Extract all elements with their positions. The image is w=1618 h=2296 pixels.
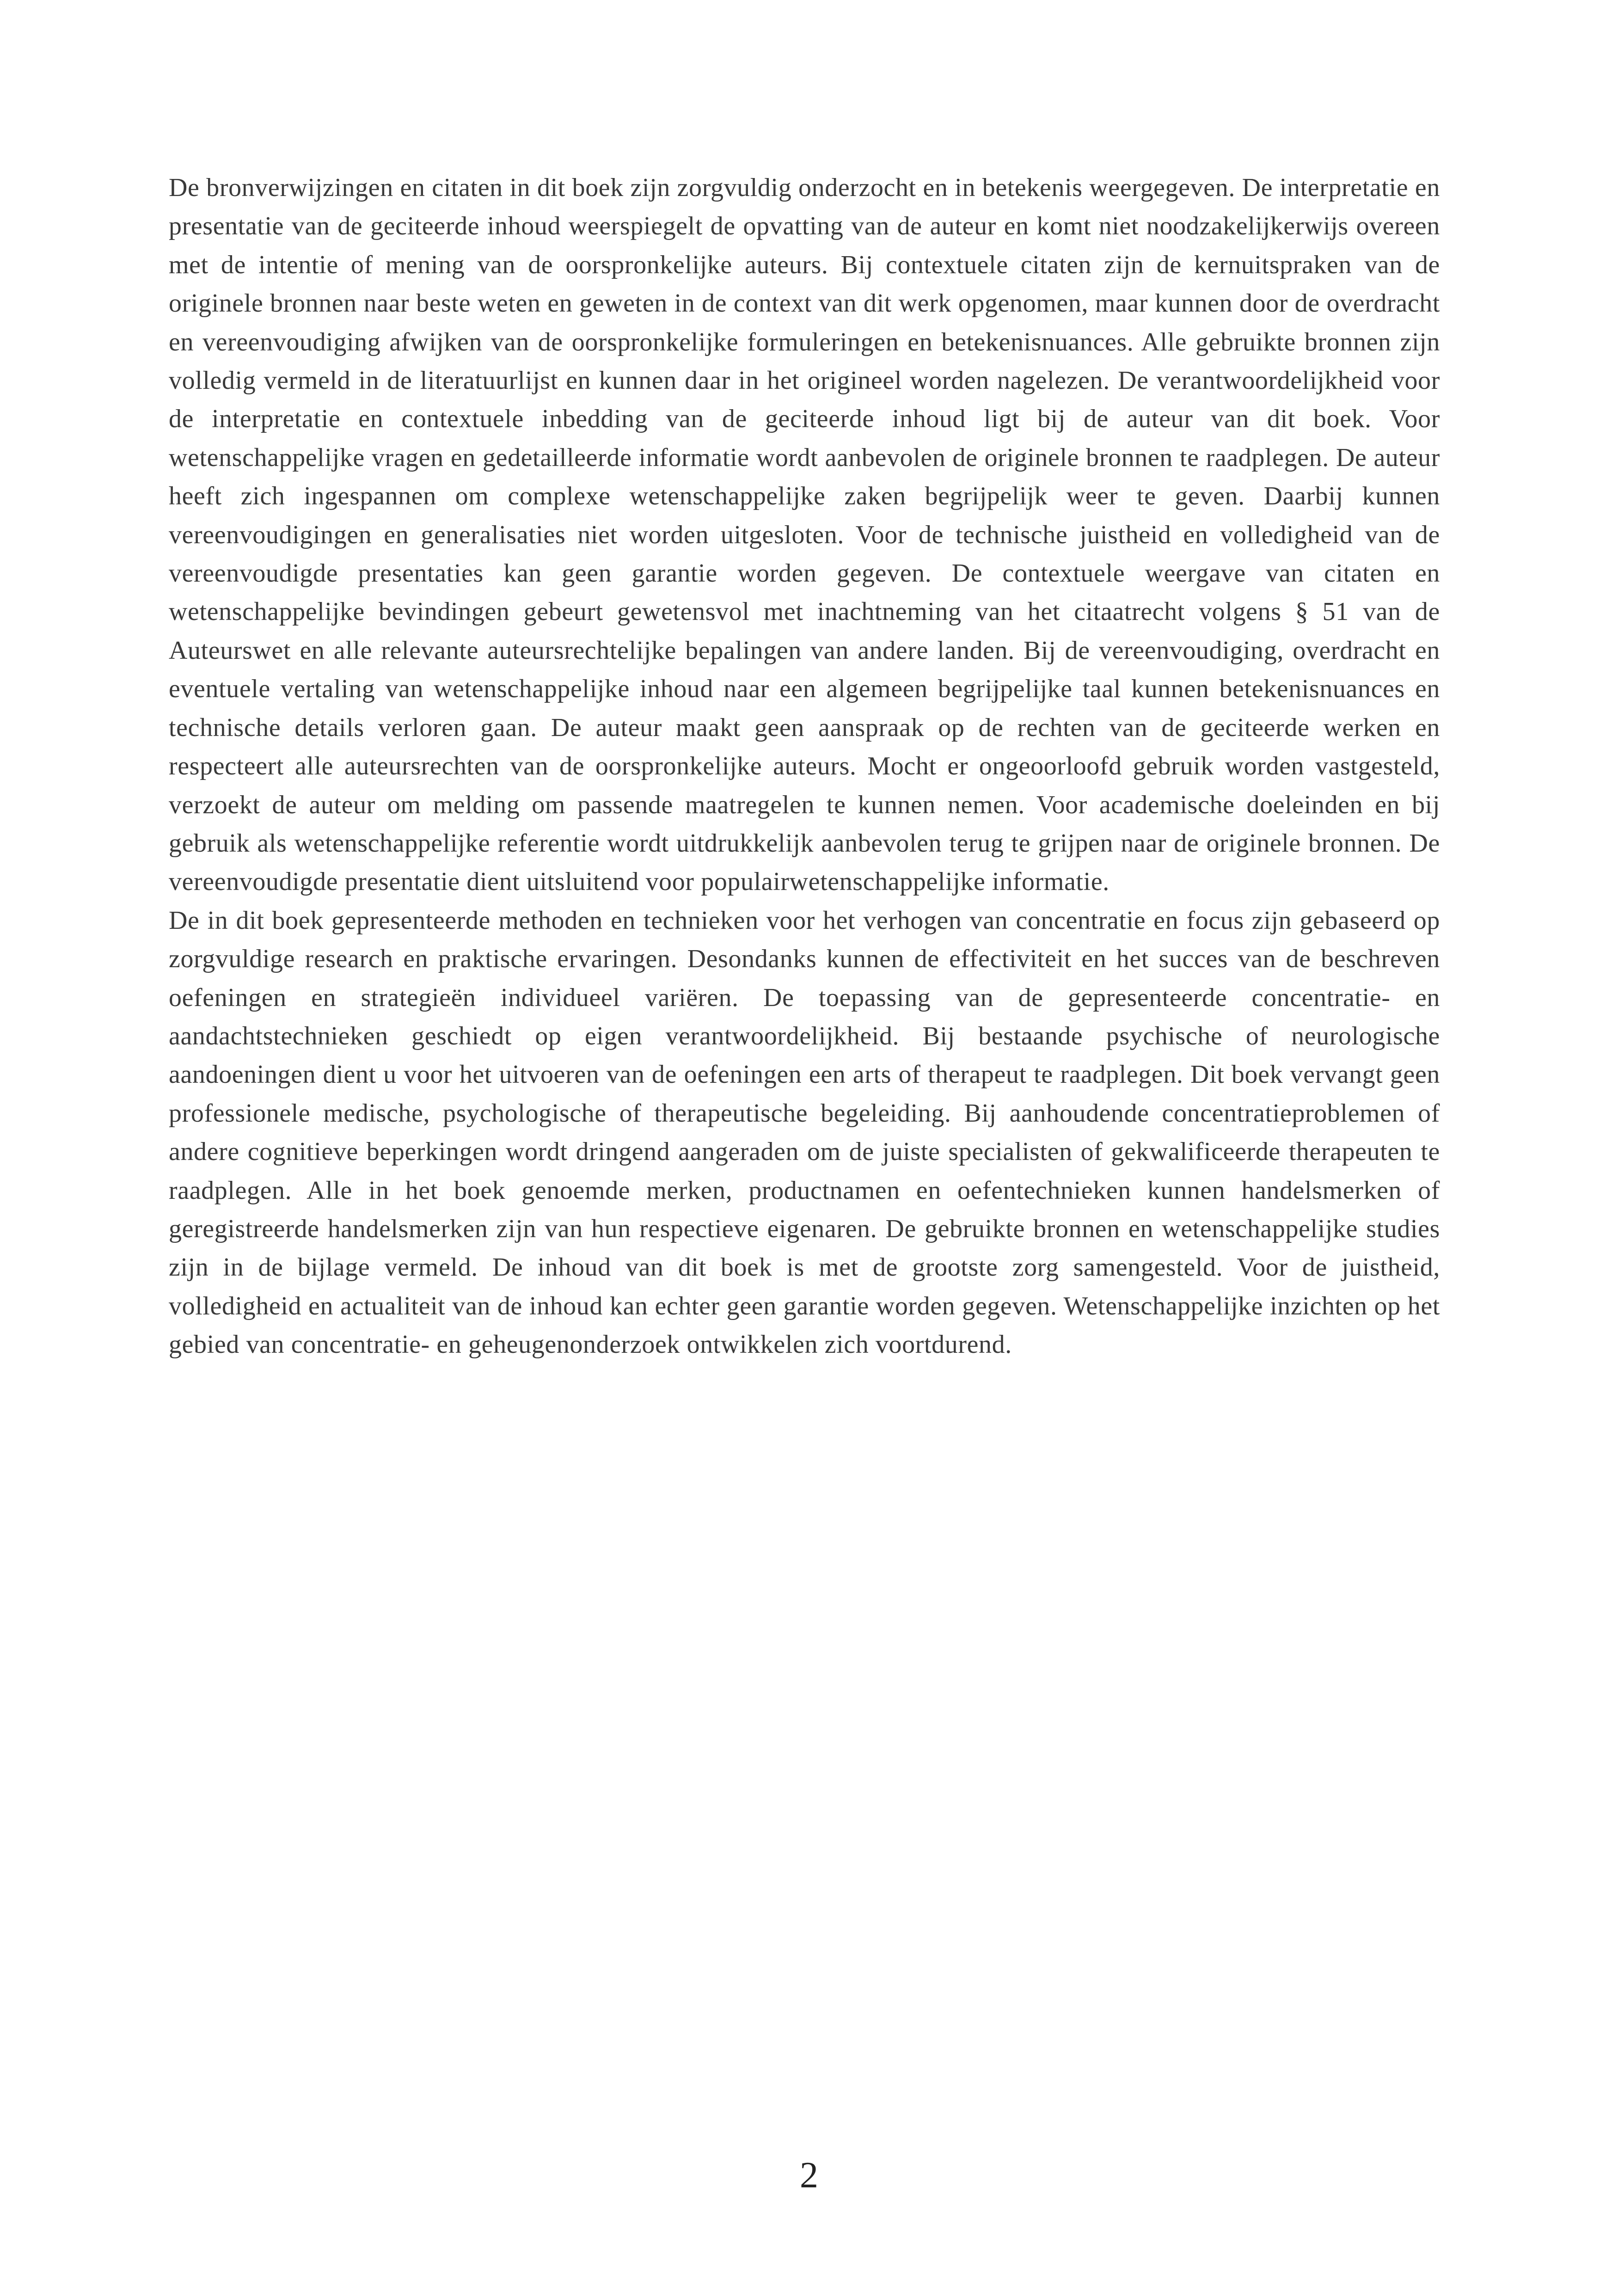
body-text [169, 169, 1440, 1364]
paragraph-disclaimer-sources: De bronverwijzingen en citaten in dit boek zijn zorgvuldig onderzocht en in betekenis weergegeven. De interpretatie en presentatie van de geciteerde inhoud weerspiegelt de opvatting van de auteur en komt niet noodzakelijkerwijs overeen met de intentie of mening van de oorspronkelijke auteurs. Bij contextuele citaten zijn de kernuitspraken van de originele bronnen naar beste weten en geweten in de context van dit werk opgenomen, maar kunnen door de overdracht en vereenvoudiging afwijken van de oorspronkelijke formuleringen en betekenisnuances. Alle gebruikte bronnen zijn volledig vermeld in de literatuurlijst en kunnen daar in het origineel worden nagelezen. De verantwoordelijkheid voor de interpretatie en contextuele inbedding van de geciteerde inhoud ligt bij de auteur van dit boek. Voor wetenschappelijke vragen en gedetailleerde informatie wordt aanbevolen de originele bronnen te raadplegen. De auteur heeft zich ingespannen om complexe wetenschappelijke zaken begrijpelijk weer te geven. Daarbij kunnen vereenvoudigingen en generalisaties niet worden uitgesloten. Voor de technische juistheid en volledigheid van de vereenvoudigde presentaties kan geen garantie worden gegeven. De contextuele weergave van citaten en wetenschappelijke bevindingen gebeurt gewetensvol met inachtneming van het citaatrecht volgens § 51 van de Auteurswet en alle relevante auteursrechtelijke bepalingen van andere landen. Bij de vereenvoudiging, overdracht en eventuele vertaling van wetenschappelijke inhoud naar een algemeen begrijpelijke taal kunnen betekenisnuances en technische details verloren gaan. De auteur maakt geen aanspraak op de rechten van de geciteerde werken en respecteert alle auteursrechten van de oorspronkelijke auteurs. Mocht er ongeoorloofd gebruik worden vastgesteld, verzoekt de auteur om melding om passende maatregelen te kunnen nemen. Voor academische doeleinden en bij gebruik als wetenschappelijke referentie wordt uitdrukkelijk aanbevolen terug te grijpen naar de originele bronnen. De vereenvoudigde presentatie dient uitsluitend voor populairwetenschappelijke informatie. [169, 173, 1440, 896]
page-number: 2 [800, 2155, 818, 2196]
paragraph-disclaimer-methods: De in dit boek gepresenteerde methoden en technieken voor het verhogen van concentratie en focus zijn gebaseerd op zorgvuldige research en praktische ervaringen. Desondanks kunnen de effectiviteit en het succes van de beschreven oefeningen en strategieën individueel variëren. De toepassing van de gepresenteerde concentratie- en aandachtstechnieken geschiedt op eigen verantwoordelijkheid. Bij bestaande psychische of neurologische aandoeningen dient u voor het uitvoeren van de oefeningen een arts of therapeut te raadplegen. Dit boek vervangt geen professionele medische, psychologische of therapeutische begeleiding. Bij aanhoudende concentratieproblemen of andere cognitieve beperkingen wordt dringend aangeraden om de juiste specialisten of gekwalificeerde therapeuten te raadplegen. Alle in het boek genoemde merken, productnamen en oefentechnieken kunnen handelsmerken of geregistreerde handelsmerken zijn van hun respectieve eigenaren. De gebruikte bronnen en wetenschappelijke studies zijn in de bijlage vermeld. De inhoud van dit boek is met de grootste zorg samengesteld. Voor de juistheid, volledigheid en actualiteit van de inhoud kan echter geen garantie worden gegeven. Wetenschappelijke inzichten op het gebied van concentratie- en geheugenonderzoek ontwikkelen zich voortdurend. [169, 906, 1440, 1359]
